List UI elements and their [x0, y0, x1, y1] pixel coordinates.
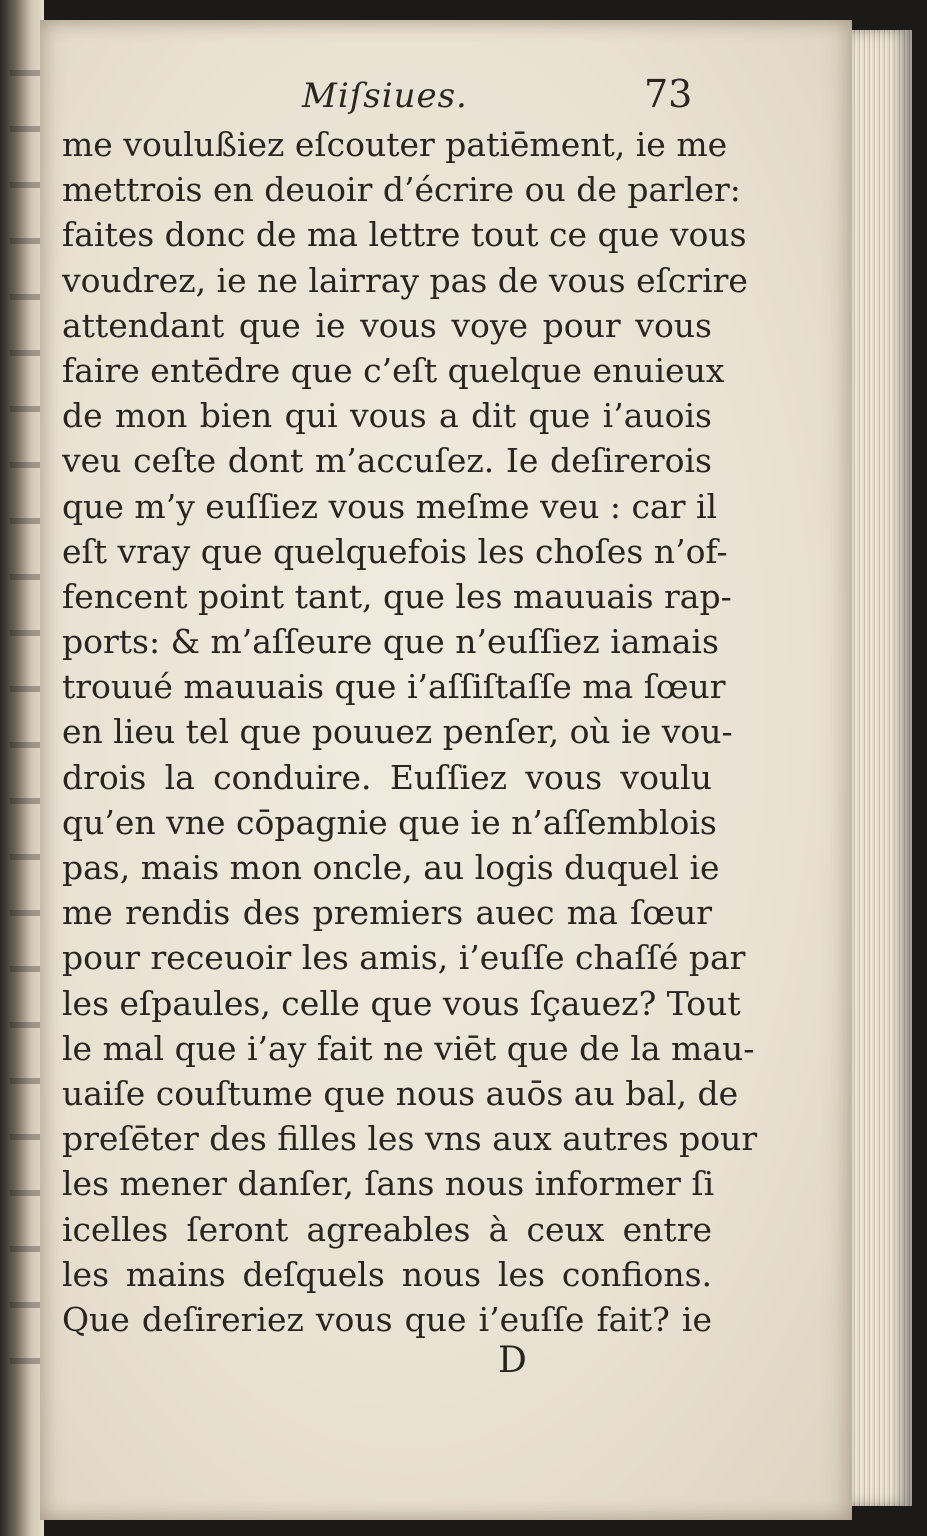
running-title: Miſsiues.: [302, 76, 468, 116]
text-line: ports: & m’aſſeure que n’euſſiez iamais: [62, 622, 719, 662]
text-line: le mal que i’ay fait ne viēt que de la mau-: [62, 1028, 755, 1068]
text-line: me voulußiez eſcouter patiēment, ie me: [62, 125, 728, 164]
text-line: faire entēdre que c’eſt quelque enuieux: [62, 350, 725, 390]
text-line: de mon bien qui vous a dit que i’auois: [62, 396, 712, 436]
text-line: pour receuoir les amis, i’euſſe chaſſé par: [62, 938, 746, 978]
text-line: faites donc de ma lettre tout ce que vous: [62, 215, 747, 255]
text-line: uaiſe couſtume que nous auōs au bal, de: [62, 1073, 739, 1113]
text-line: trouué mauuais que i’aſſiſtaſſe ma ſœur: [62, 667, 726, 707]
text-line: eſt vray que quelquefois les choſes n’of-: [62, 531, 728, 571]
text-line: que m’y euſſiez vous meſme veu : car il: [62, 486, 718, 526]
text-line: preſēter des filles les vns aux autres pour: [62, 1119, 758, 1159]
text-line: en lieu tel que pouuez penſer, où ie vou-: [62, 712, 733, 752]
text-line: veu ceſte dont m’accuſez. Ie deſirerois: [62, 441, 712, 481]
text-line: voudrez, ie ne lairray pas de vous eſcrire: [62, 260, 748, 300]
page-stack-edge: [852, 30, 912, 1506]
book-page: [40, 20, 852, 1520]
text-line: Que deſireriez vous que i’euſſe fait? ie: [62, 1299, 712, 1339]
text-line: drois la conduire. Euſſiez vous voulu: [62, 757, 712, 797]
text-line: les eſpaules, celle que vous ſçauez? Tout: [62, 983, 741, 1023]
text-line: me rendis des premiers auec ma ſœur: [62, 893, 712, 933]
body-text: [62, 122, 758, 1342]
text-line: icelles ſeront agreables à ceux entre: [62, 1209, 712, 1249]
text-line: qu’en vne cōpagnie que ie n’aſſemblois: [62, 802, 717, 842]
text-line: attendant que ie vous voye pour vous: [62, 305, 712, 345]
text-line: mettrois en deuoir d’écrire ou de parler:: [62, 170, 741, 210]
binding-gutter: [0, 0, 44, 1536]
page-number: 73: [644, 72, 693, 116]
signature-mark: D: [498, 1340, 527, 1381]
text-line: les mains deſquels nous les confions.: [62, 1254, 712, 1294]
facing-page-edge: [10, 70, 40, 1370]
text-line: pas, mais mon oncle, au logis duquel ie: [62, 848, 720, 887]
text-line: fencent point tant, que les mauuais rap-: [62, 576, 732, 616]
text-line: les mener danſer, ſans nous informer ſi: [62, 1164, 715, 1204]
page-header: [40, 68, 852, 128]
